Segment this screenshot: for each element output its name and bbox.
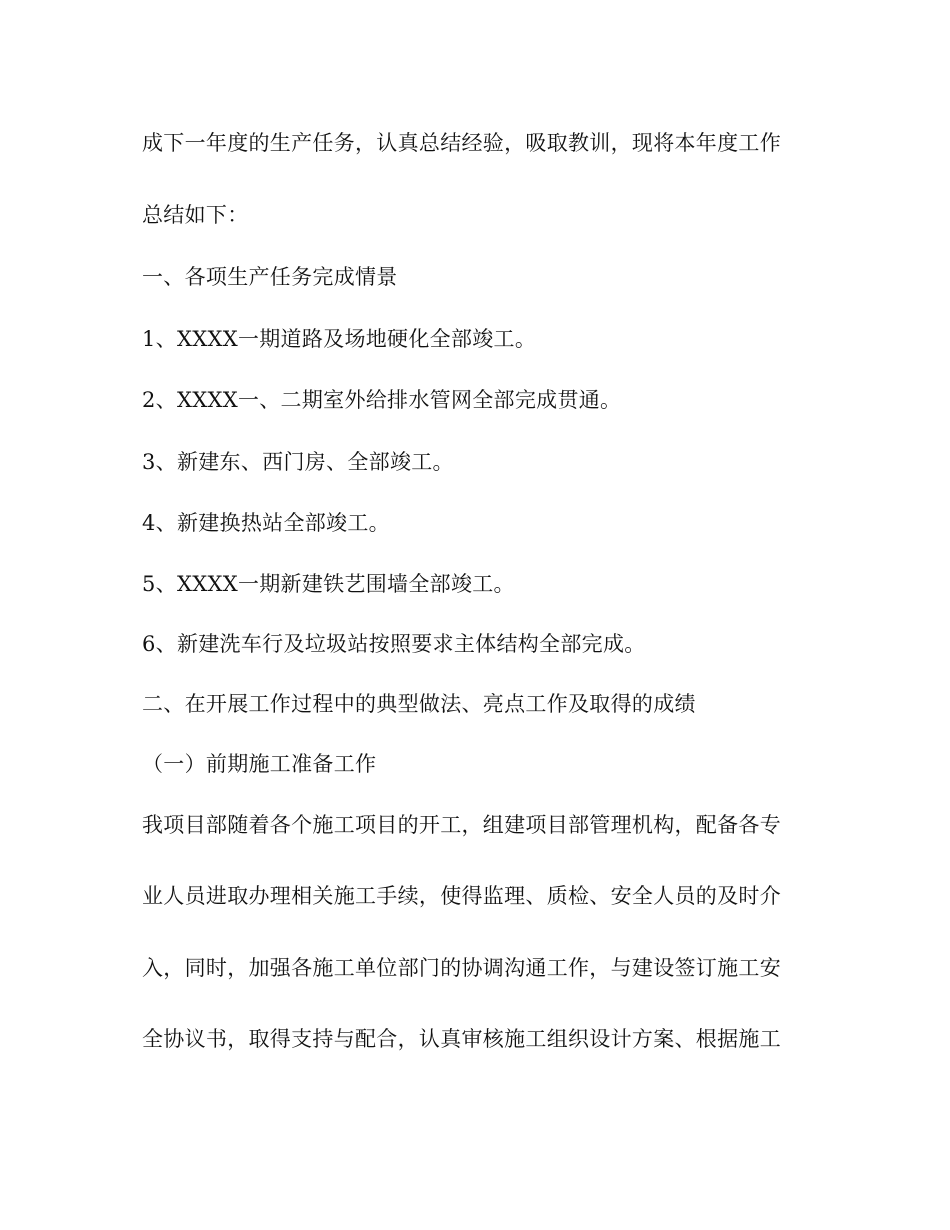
section-heading: 二、在开展工作过程中的典型做法、亮点工作及取得的成绩 [142,692,696,716]
paragraph-line: 全协议书，取得支持与配合，认真审核施工组织设计方案、根据施工 [142,1027,781,1051]
list-item: 5、XXXX一期新建铁艺围墙全部竣工。 [142,572,515,596]
list-item: 1、XXXX一期道路及场地硬化全部竣工。 [142,327,537,351]
list-item: 2、XXXX一、二期室外给排水管网全部完成贯通。 [142,388,622,412]
paragraph-line: 成下一年度的生产任务，认真总结经验，吸取教训，现将本年度工作 [142,131,781,155]
list-item: 4、新建换热站全部竣工。 [142,511,390,535]
paragraph-line: 总结如下： [142,203,249,227]
section-heading: 一、各项生产任务完成情景 [142,265,398,289]
paragraph-line: 我项目部随着各个施工项目的开工，组建项目部管理机构，配备各专 [142,813,781,837]
list-item: 6、新建洗车行及垃圾站按照要求主体结构全部完成。 [142,632,646,656]
paragraph-line: 入，同时，加强各施工单位部门的协调沟通工作，与建设签订施工安 [142,956,781,980]
subsection-heading: （一）前期施工准备工作 [142,752,377,776]
paragraph-line: 业人员进取办理相关施工手续，使得监理、质检、安全人员的及时介 [142,884,781,908]
list-item: 3、新建东、西门房、全部竣工。 [142,450,454,474]
